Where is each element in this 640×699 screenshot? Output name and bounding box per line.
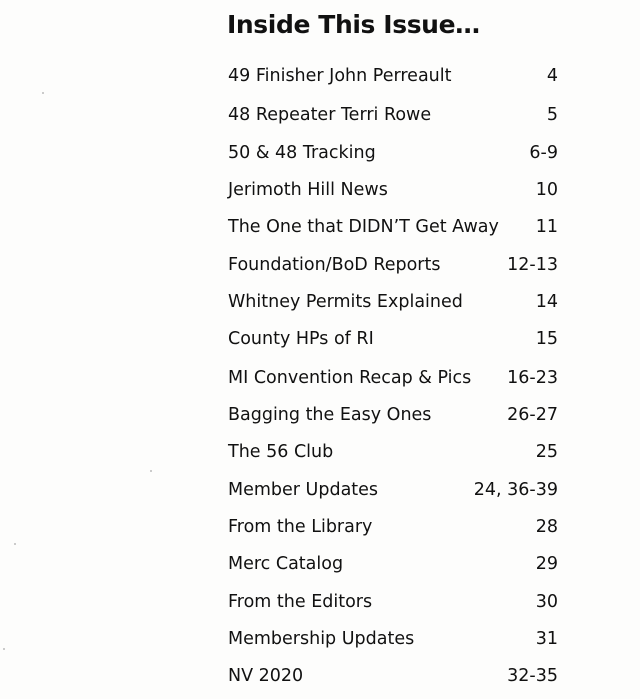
toc-entry: [228, 440, 558, 464]
toc-entry-title: 49 Finisher John Perreault: [228, 66, 452, 86]
toc-entry-page: 29: [535, 554, 558, 574]
toc-entry: [228, 515, 558, 539]
toc-entry: [228, 64, 558, 88]
toc-entry-title: Whitney Permits Explained: [228, 292, 463, 312]
toc-entry-page: 25: [535, 442, 558, 462]
toc-entry-page: 10: [535, 180, 558, 200]
toc-entry-title: The One that DIDN’T Get Away: [228, 217, 499, 237]
toc-entry-title: Membership Updates: [228, 629, 415, 649]
toc-entry-page: 16-23: [507, 368, 558, 388]
toc-entry: [228, 664, 558, 688]
toc-entry: [228, 552, 558, 576]
toc-entry-page: 31: [535, 629, 558, 649]
toc-entry-page: 32-35: [507, 666, 558, 686]
toc-entry-title: County HPs of RI: [228, 329, 374, 349]
toc-entry-page: 5: [546, 105, 558, 125]
toc-entry-title: The 56 Club: [228, 442, 334, 462]
toc-entry-title: 48 Repeater Terri Rowe: [228, 105, 432, 125]
toc-entry-page: 4: [546, 66, 558, 86]
toc-entry: [228, 403, 558, 427]
toc-entry: [228, 366, 558, 390]
toc-entry-page: 12-13: [507, 255, 558, 275]
toc-entry: [228, 141, 558, 165]
scan-speck: [42, 92, 44, 94]
toc-entry-title: From the Editors: [228, 592, 373, 612]
toc-entry-page: 30: [535, 592, 558, 612]
scan-speck: [150, 470, 152, 472]
toc-entry-title: Member Updates: [228, 480, 379, 500]
toc-entry-page: 28: [535, 517, 558, 537]
toc-entry: [228, 327, 558, 351]
toc-entry: [228, 627, 558, 651]
toc-entry-page: 6-9: [529, 143, 558, 163]
toc-entry-title: 50 & 48 Tracking: [228, 143, 376, 163]
toc-entry-title: NV 2020: [228, 666, 304, 686]
toc-entry-title: Bagging the Easy Ones: [228, 405, 432, 425]
toc-entry: [228, 253, 558, 277]
toc-entry-title: Merc Catalog: [228, 554, 344, 574]
toc-entry-page: 14: [535, 292, 558, 312]
toc-entry: [228, 290, 558, 314]
toc-entry: [228, 478, 558, 502]
toc-entry-title: Jerimoth Hill News: [228, 180, 388, 200]
toc-entry-page: 15: [535, 329, 558, 349]
toc-entry-page: 11: [535, 217, 558, 237]
toc-entry-page: 26-27: [507, 405, 558, 425]
scan-speck: [3, 648, 5, 650]
toc-entry: [228, 590, 558, 614]
toc-entry: [228, 103, 558, 127]
toc-entry: [228, 178, 558, 202]
toc-entry: [228, 215, 558, 239]
toc-entry-page: 24, 36-39: [473, 480, 558, 500]
page-title: Inside This Issue…: [227, 10, 480, 39]
toc-entry-title: MI Convention Recap & Pics: [228, 368, 472, 388]
scan-speck: [14, 543, 16, 545]
toc-entry-title: From the Library: [228, 517, 373, 537]
toc-entry-title: Foundation/BoD Reports: [228, 255, 441, 275]
